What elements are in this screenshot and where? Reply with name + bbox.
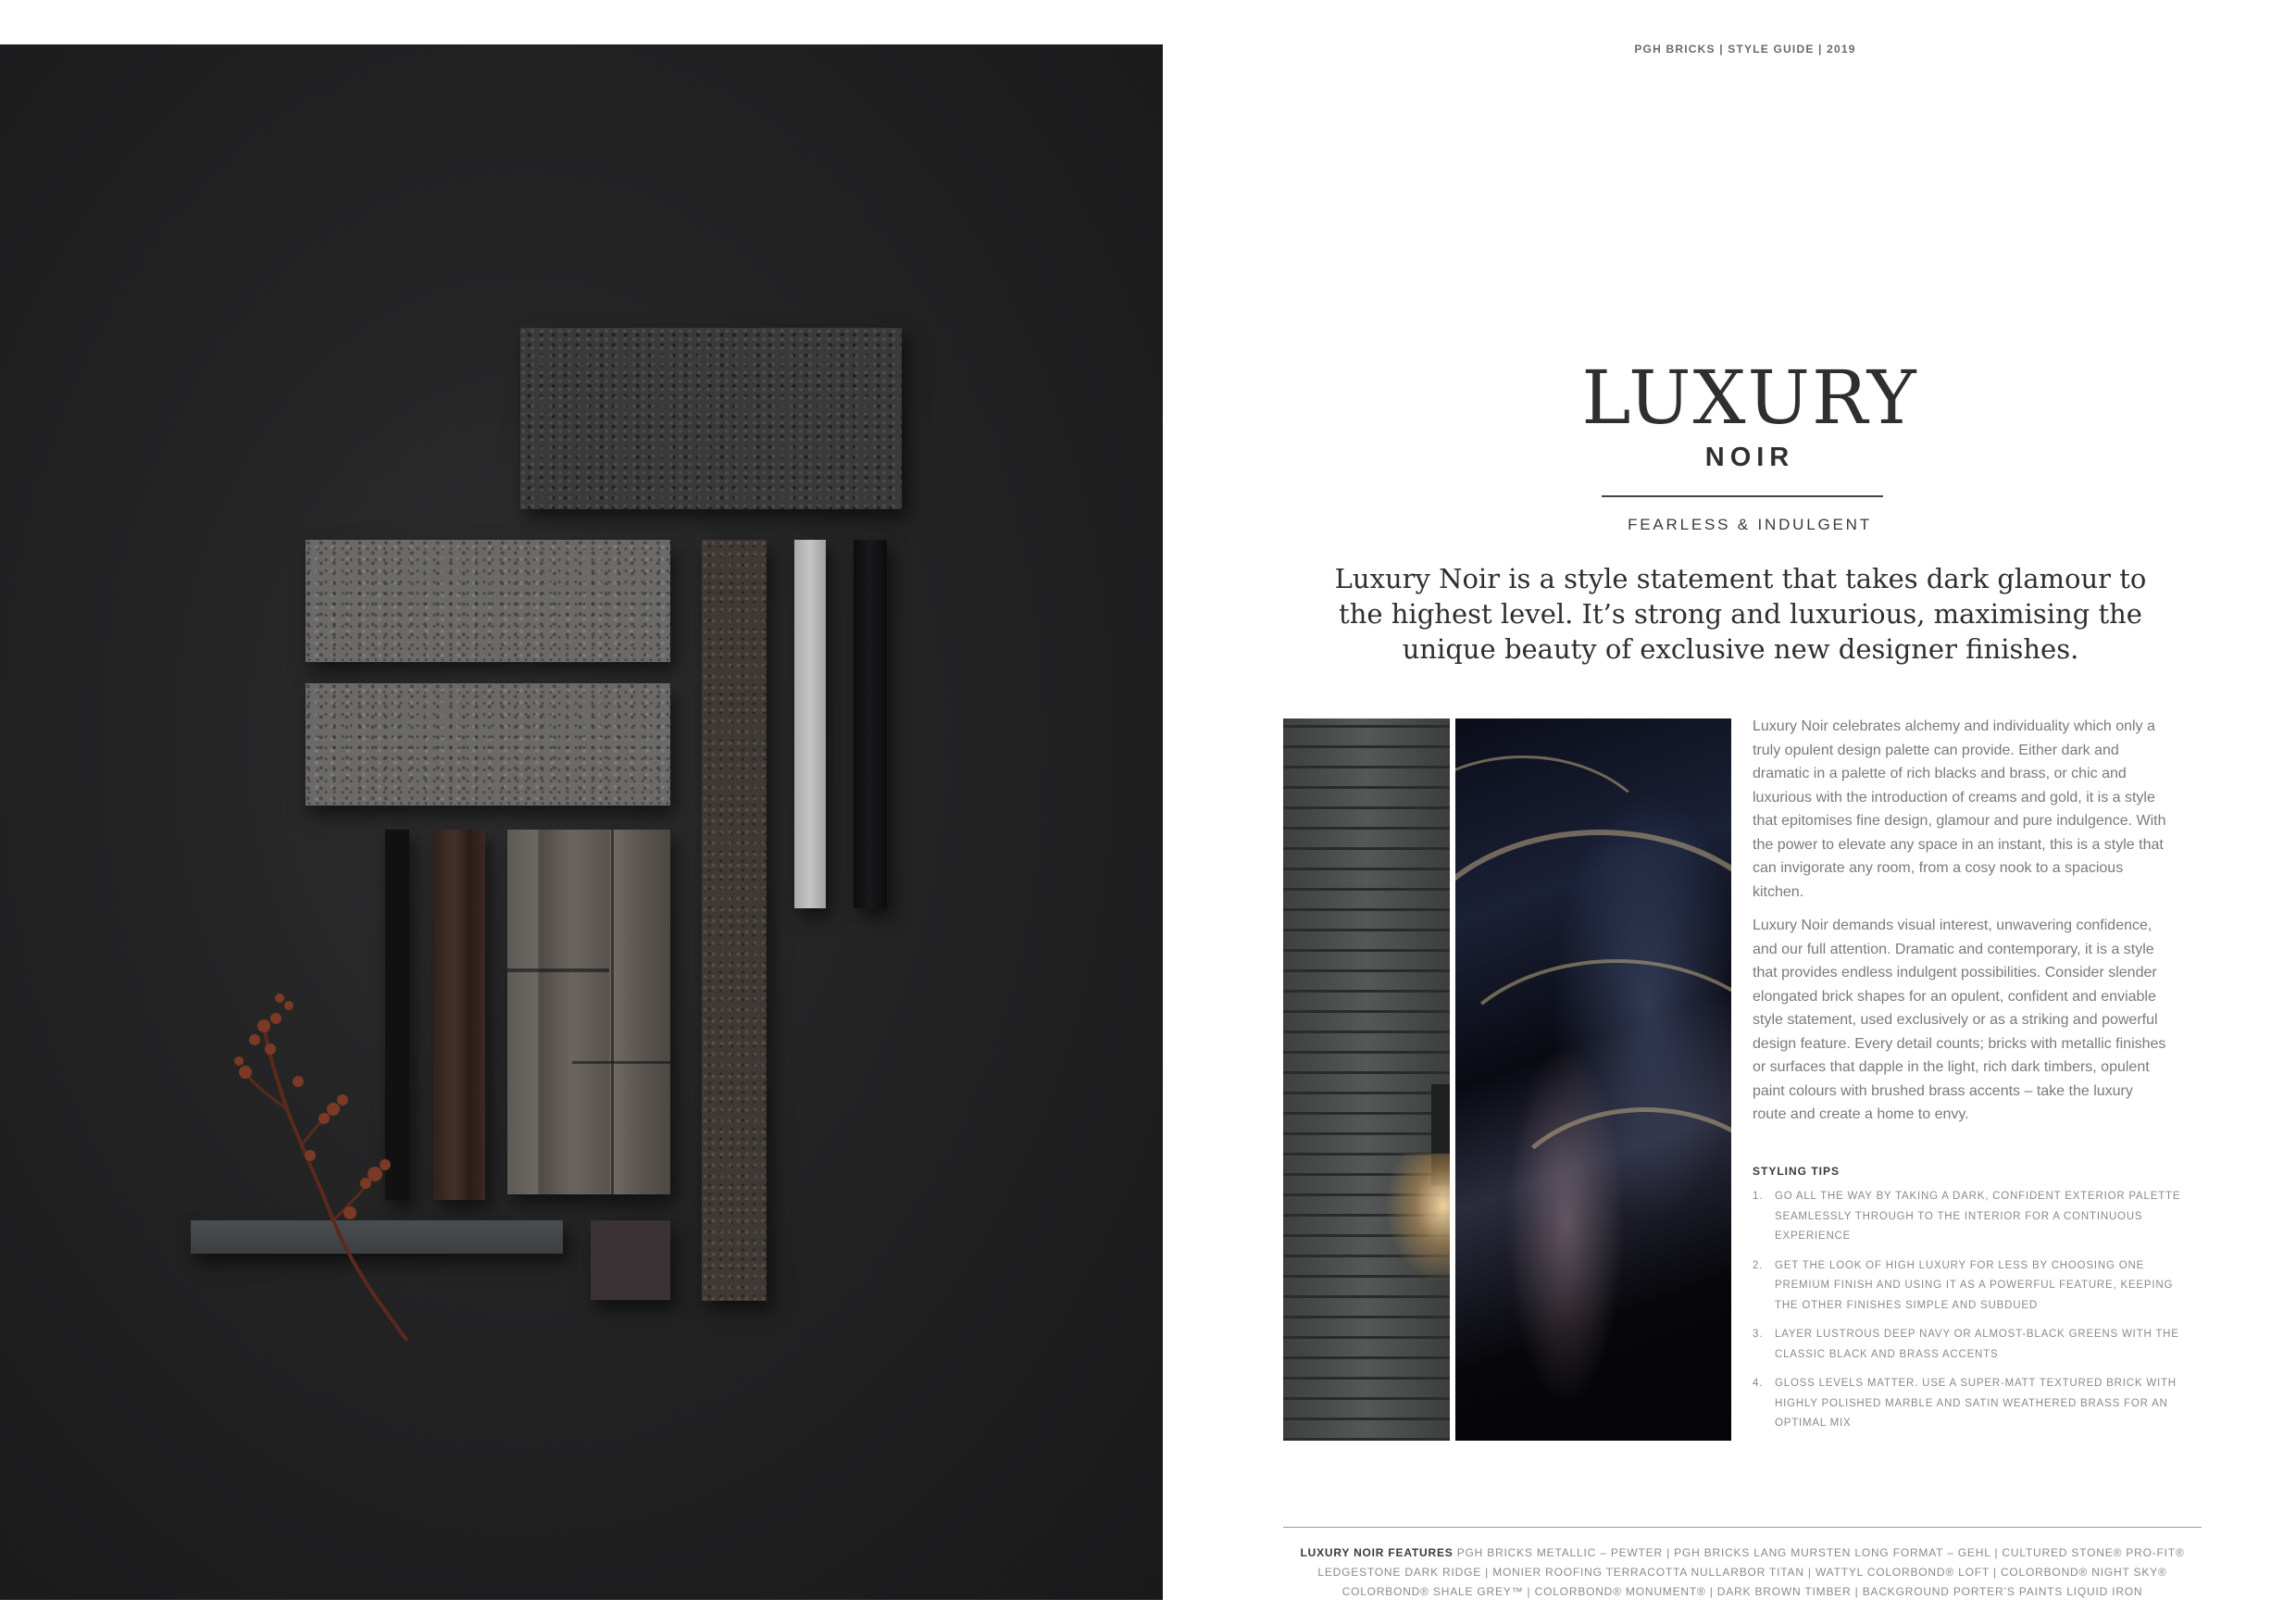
moodboard-photo bbox=[0, 44, 1163, 1600]
page-title: LUXURY bbox=[1581, 355, 1918, 441]
list-item: 1. GO ALL THE WAY BY TAKING A DARK, CONFIDENT EXTERIOR PALETTE SEAMLESSLY THROUGH TO THE INTERIOR FOR A CONTINUOUS EXPERIENCE bbox=[1753, 1191, 2181, 1242]
grey-brick-sample-top bbox=[306, 540, 670, 662]
ledgestone-sample bbox=[507, 830, 670, 1194]
monument-swatch bbox=[591, 1220, 670, 1300]
list-item: 2. GET THE LOOK OF HIGH LUXURY FOR LESS BY CHOOSING ONE PREMIUM FINISH AND USING IT AS A POWERFUL FEATURE, KEEPING THE OTHER FINISHES SIMPLE AND SUBDUED bbox=[1753, 1259, 2174, 1311]
black-marble-image bbox=[1455, 718, 1731, 1441]
running-head: PGH BRICKS | STYLE GUIDE | 2019 bbox=[1634, 43, 1856, 56]
page-subtitle: NOIR bbox=[1704, 443, 1795, 472]
features-list: PGH BRICKS METALLIC – PEWTER | PGH BRICKS LANG MURSTEN LONG FORMAT – GEHL | CULTURED STONE® PRO-FIT® LEDGESTONE DARK RIDGE | MONIER ROOFING TERRACOTTA NULLARBOR TITAN | WATTYL COLORBOND® LOFT | COLORBOND® NIGHT SKY® COLORBOND® SHALE GREY™ | COLORBOND® MONUMENT® | DARK BROWN TIMBER | BACKGROUND PORTER’S PAINTS LIQUID IRON bbox=[1317, 1546, 2185, 1598]
styling-tips-list bbox=[1753, 1187, 2188, 1443]
shale-grey-strip bbox=[794, 540, 826, 908]
night-sky-strip bbox=[854, 540, 887, 908]
tagline: FEARLESS & INDULGENT bbox=[1628, 516, 1872, 533]
dark-timber-sample bbox=[433, 830, 485, 1200]
body-paragraph-2: Luxury Noir demands visual interest, unwavering confidence, and our full attention. Dramatic and contemporary, it is a style that provides endless indulgent possibilities. Consider slender elongated brick shapes for an opulent, confident and enviable style statement, used exclusively or as a striking and powerful design feature. Every detail counts; bricks with metallic finishes or surfaces that dapple in the light, rich dark timbers, opulent paint colours with brushed brass accents – take the luxury route and create a home to envy. bbox=[1753, 918, 2166, 1122]
styling-tips-heading: STYLING TIPS bbox=[1753, 1165, 1841, 1178]
lamp-glow bbox=[1385, 1154, 1450, 1283]
botanical-sprig bbox=[213, 970, 435, 1359]
features-footer bbox=[1283, 1543, 2202, 1602]
body-paragraph-1: Luxury Noir celebrates alchemy and individuality which only a truly opulent design palette can provide. Either dark and dramatic in a palette of rich blacks and brass, or chic and luxurious with the introduction of creams and gold, it is a style that epitomises fine design, glamour and pure indulgence. With the power to elevate any space in an instant, this is a style that can invigorate any room, from a cosy nook to a spacious kitchen. bbox=[1753, 718, 2166, 900]
pewter-brick-sample bbox=[520, 328, 902, 509]
intro-statement: Luxury Noir is a style statement that takes dark glamour to the highest level. It’s strong and luxurious, maximising the unique beauty of exclusive new designer finishes. bbox=[1334, 563, 2147, 665]
dark-brick-wall-image bbox=[1283, 718, 1450, 1441]
grey-brick-sample-bottom bbox=[306, 683, 670, 806]
features-label: LUXURY NOIR FEATURES bbox=[1300, 1546, 1454, 1559]
footer-divider bbox=[1283, 1527, 2202, 1528]
list-item: 3. LAYER LUSTROUS DEEP NAVY OR ALMOST-BLACK GREENS WITH THE CLASSIC BLACK AND BRASS ACCENTS bbox=[1753, 1329, 2179, 1360]
title-divider bbox=[1602, 495, 1883, 497]
long-format-brick-sample bbox=[702, 540, 767, 1301]
list-item: 4. GLOSS LEVELS MATTER. USE A SUPER-MATT TEXTURED BRICK WITH HIGHLY POLISHED MARBLE AND SATIN WEATHERED BRASS FOR AN OPTIMAL MIX bbox=[1753, 1378, 2177, 1429]
